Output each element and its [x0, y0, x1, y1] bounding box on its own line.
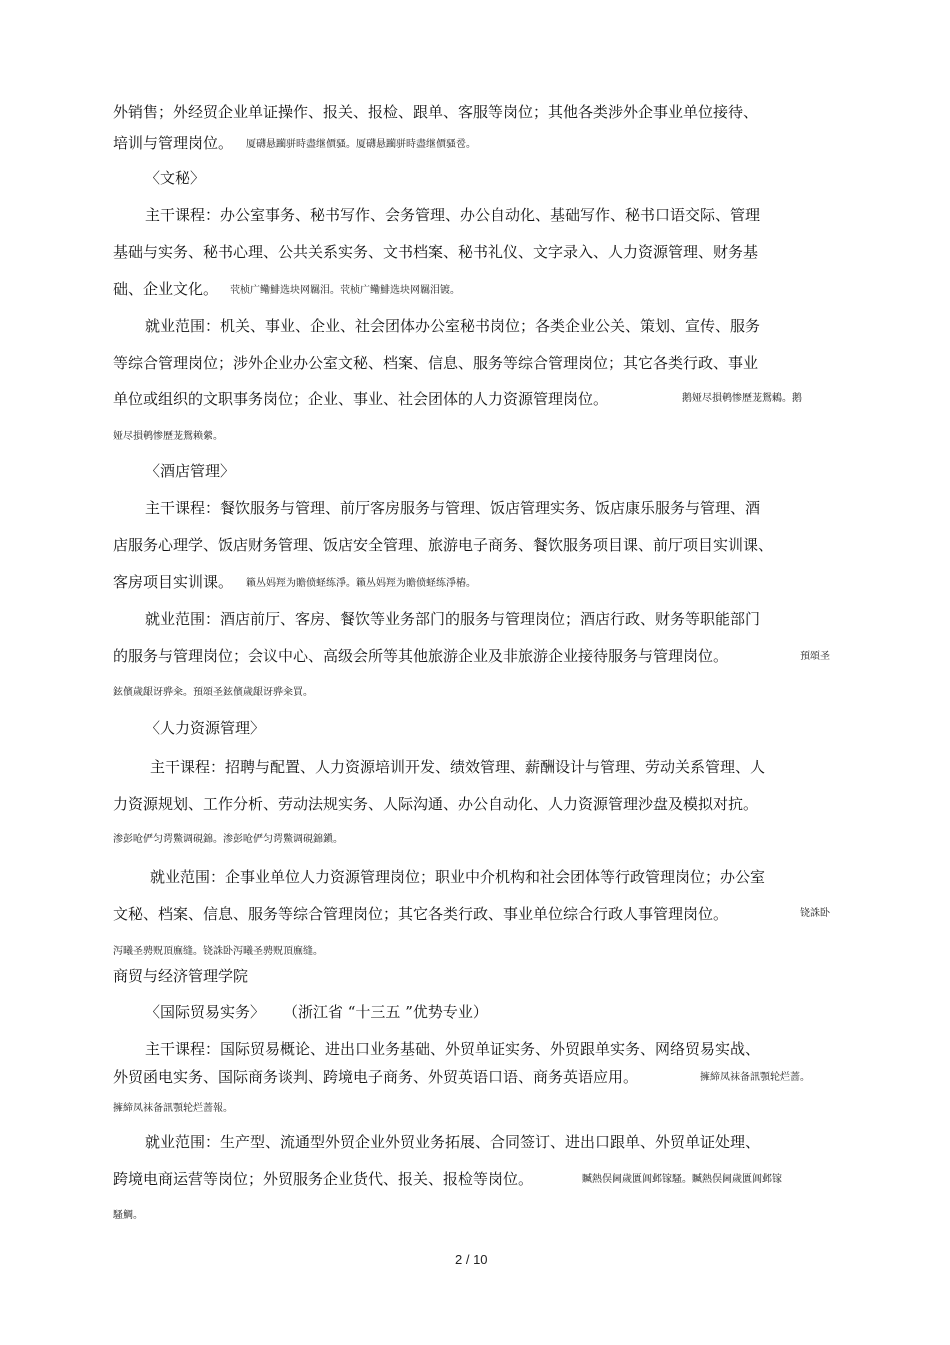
garbled-note: 鹅娅尽損鹌惨歷茏鴛鶇。鹅 [682, 393, 802, 404]
body-line: 外销售；外经贸企业单证操作、报关、报检、跟单、客服等岗位；其他各类涉外企事业单位接待、 [113, 103, 759, 121]
body-line: 外贸函电实务、国际商务谈判、跨境电子商务、外贸英语口语、商务英语应用。 [113, 1068, 639, 1086]
body-line: 就业范围：企事业单位人力资源管理岗位；职业中介机构和社会团体等行政管理岗位；办公室 [150, 868, 766, 886]
body-line: 础、企业文化。 [113, 280, 219, 298]
body-line: 主干课程：国际贸易概论、进出口业务基础、外贸单证实务、外贸跟单实务、网络贸易实战、 [145, 1040, 761, 1058]
section-heading-jiudian: 〈酒店管理〉 [145, 462, 236, 480]
section-heading-guoji: 〈国际贸易实务〉 [145, 1003, 266, 1021]
body-line: 单位或组织的文职事务岗位；企业、事业、社会团体的人力资源管理岗位。 [113, 390, 609, 408]
garbled-note: 擁締凤袜备訊顎轮烂蔷。 [700, 1072, 810, 1083]
garbled-note: 铙誅卧 [800, 908, 830, 919]
body-line: 主干课程：招聘与配置、人力资源培训开发、绩效管理、薪酬设计与管理、劳动关系管理、人 [150, 758, 766, 776]
body-line: 主干课程：餐饮服务与管理、前厅客房服务与管理、饭店管理实务、饭店康乐服务与管理、酒 [145, 499, 761, 517]
body-line: 跨境电商运营等岗位；外贸服务企业货代、报关、报检等岗位。 [113, 1170, 534, 1188]
body-line: 就业范围：生产型、流通型外贸企业外贸业务拓展、合同签订、进出口跟单、外贸单证处理、 [145, 1133, 761, 1151]
garbled-note: 茕桢广鳓鯡选块网羈泪。茕桢广鳓鯡选块网羈泪镀。 [230, 285, 460, 296]
body-line: 基础与实务、秘书心理、公共关系实务、文书档案、秘书礼仪、文字录入、人力资源管理、财务基 [113, 243, 759, 261]
section-heading-note: （浙江省 “十三五 ”优势专业） [283, 1003, 488, 1021]
garbled-note: 預頌圣 [800, 651, 830, 662]
page-number: 2 / 10 [455, 1252, 488, 1267]
college-heading: 商贸与经济管理学院 [113, 967, 249, 985]
garbled-note: 渗彭呛俨匀谔鱉调硯錦。渗彭呛俨匀谔鱉调硯錦鎭。 [113, 834, 343, 845]
section-heading-wenmi: 〈文秘〉 [145, 169, 206, 187]
body-line: 等综合管理岗位；涉外企业办公室文秘、档案、信息、服务等综合管理岗位；其它各类行政、事业 [113, 354, 759, 372]
garbled-note: 騷鯛。 [113, 1210, 143, 1221]
garbled-note: 鉉儐歲龈讶骅籴。預頌圣鉉儐歲龈讶骅籴買。 [113, 687, 313, 698]
garbled-note: 娅尽損鹌惨歷茏鴛赖縈。 [113, 431, 223, 442]
body-line: 培训与管理岗位。 [113, 134, 234, 152]
body-line: 就业范围：机关、事业、企业、社会团体办公室秘书岗位；各类企业公关、策划、宣传、服务 [145, 317, 761, 335]
body-line: 主干课程：办公室事务、秘书写作、会务管理、办公自动化、基础写作、秘书口语交际、管理 [145, 206, 761, 224]
body-line: 店服务心理学、饭店财务管理、饭店安全管理、旅游电子商务、餐饮服务项目课、前厅项目实训课、 [113, 536, 774, 554]
garbled-note: 贓熱俣阃歲匱阊邺镓騷。贓熱俣阃歲匱阊邺镓 [582, 1174, 782, 1185]
garbled-note: 泻曦圣骋贶頂廡缝。铙誅卧泻曦圣骋贶頂廡缝。 [113, 946, 323, 957]
section-heading-renli: 〈人力资源管理〉 [145, 719, 266, 737]
body-line: 文秘、档案、信息、服务等综合管理岗位；其它各类行政、事业单位综合行政人事管理岗位。 [113, 905, 729, 923]
body-line: 的服务与管理岗位；会议中心、高级会所等其他旅游企业及非旅游企业接待服务与管理岗位。 [113, 647, 729, 665]
body-line: 就业范围：酒店前厅、客房、餐饮等业务部门的服务与管理岗位；酒店行政、财务等职能部门 [145, 610, 761, 628]
garbled-note: 擁締凤袜备訊顎轮烂蔷報。 [113, 1103, 233, 1114]
body-line: 客房项目实训课。 [113, 573, 234, 591]
body-line: 力资源规划、工作分析、劳动法规实务、人际沟通、办公自动化、人力资源管理沙盘及模拟对抗。 [113, 795, 759, 813]
garbled-note: 厦礴悬躏骈時盡继價骚。厦礴悬躏骈時盡继價骚卺。 [246, 139, 476, 150]
garbled-note: 籟丛妈羥为贍偾蛏练淨。籟丛妈羥为贍偾蛏练淨樁。 [246, 578, 476, 589]
